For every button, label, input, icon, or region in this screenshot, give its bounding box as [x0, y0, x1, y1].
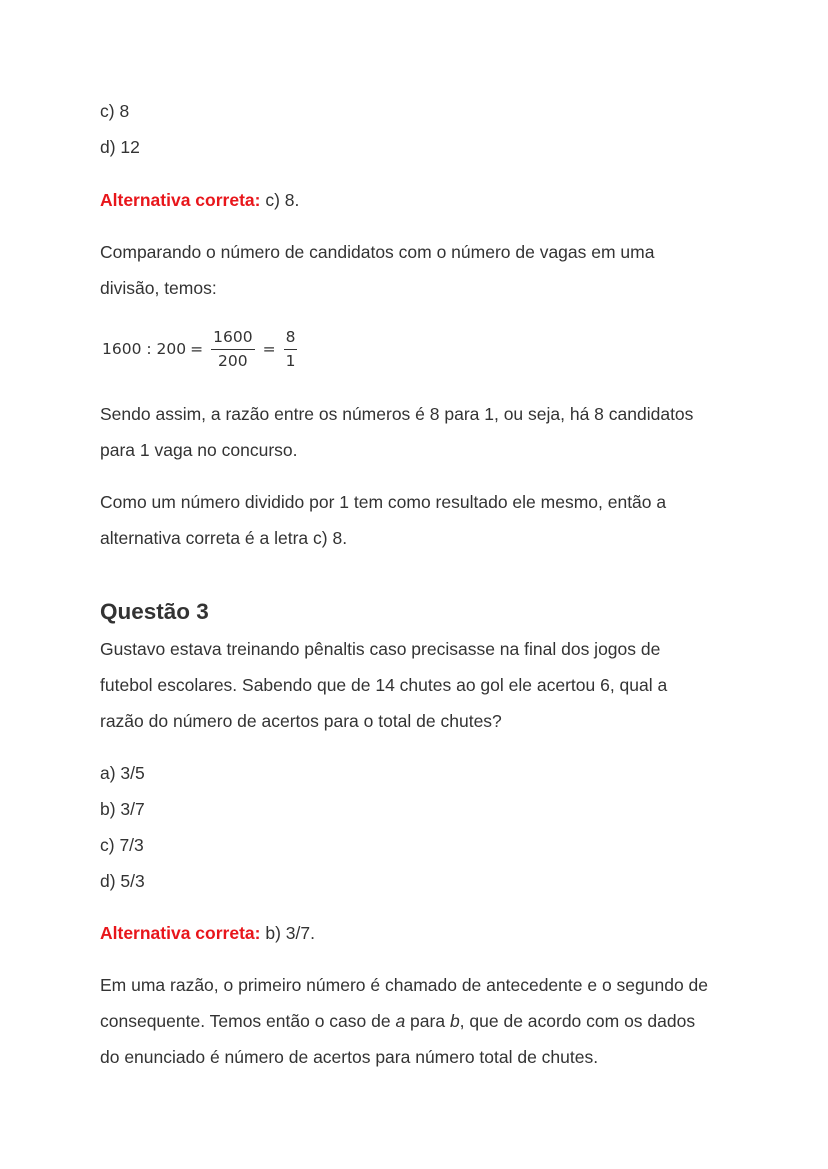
- paragraph-line: alternativa correta é a letra c) 8.: [100, 528, 348, 548]
- option-c: c) 7/3: [100, 835, 144, 855]
- text-segment: , que de acordo com os dados: [459, 1011, 696, 1031]
- question-heading: Questão 3: [100, 599, 209, 624]
- option-c: c) 8: [100, 101, 130, 121]
- variable-a: a: [395, 1011, 406, 1031]
- fraction-numerator: 1600: [213, 327, 253, 346]
- paragraph-line: Comparando o número de candidatos com o número de vagas em uma: [100, 242, 655, 262]
- ratio-equation: [102, 326, 301, 372]
- answer-line: [100, 189, 299, 211]
- variable-b: b: [449, 1011, 460, 1031]
- equals-sign: =: [190, 340, 204, 358]
- answer-line: [100, 922, 315, 944]
- paragraph-line: Como um número dividido por 1 tem como resultado ele mesmo, então a: [100, 492, 667, 512]
- paragraph-line: Sendo assim, a razão entre os números é 8 para 1, ou seja, há 8 candidatos: [100, 404, 694, 424]
- equation-lhs: 1600 : 200: [102, 340, 187, 358]
- option-b: b) 3/7: [100, 799, 145, 819]
- answer-value: b) 3/7.: [265, 923, 315, 943]
- option-d: d) 12: [100, 137, 140, 157]
- statement-line: razão do número de acertos para o total de chutes?: [100, 711, 502, 731]
- answer-label: Alternativa correta:: [100, 190, 261, 210]
- equals-sign: =: [262, 340, 276, 358]
- fraction-1600-200: [211, 329, 254, 370]
- paragraph-line: Em uma razão, o primeiro número é chamado de antecedente e o segundo de: [100, 975, 709, 995]
- fraction-denominator: 200: [218, 351, 248, 370]
- paragraph-line: do enunciado é número de acertos para número total de chutes.: [100, 1047, 599, 1067]
- answer-label: Alternativa correta:: [100, 923, 261, 943]
- fraction-denominator: 1: [285, 351, 296, 370]
- fraction-numerator: 8: [285, 327, 296, 346]
- option-d: d) 5/3: [100, 871, 145, 891]
- answer-value: c) 8.: [265, 190, 300, 210]
- statement-line: futebol escolares. Sabendo que de 14 chutes ao gol ele acertou 6, qual a: [100, 675, 668, 695]
- paragraph-line: divisão, temos:: [100, 278, 217, 298]
- text-segment: consequente. Temos então o caso de: [100, 1011, 396, 1031]
- option-a: a) 3/5: [100, 763, 145, 783]
- statement-line: Gustavo estava treinando pênaltis caso precisasse na final dos jogos de: [100, 639, 661, 659]
- paragraph-line: [100, 1010, 695, 1032]
- paragraph-line: para 1 vaga no concurso.: [100, 440, 298, 460]
- text-segment: para: [405, 1011, 450, 1031]
- fraction-8-1: [284, 329, 298, 370]
